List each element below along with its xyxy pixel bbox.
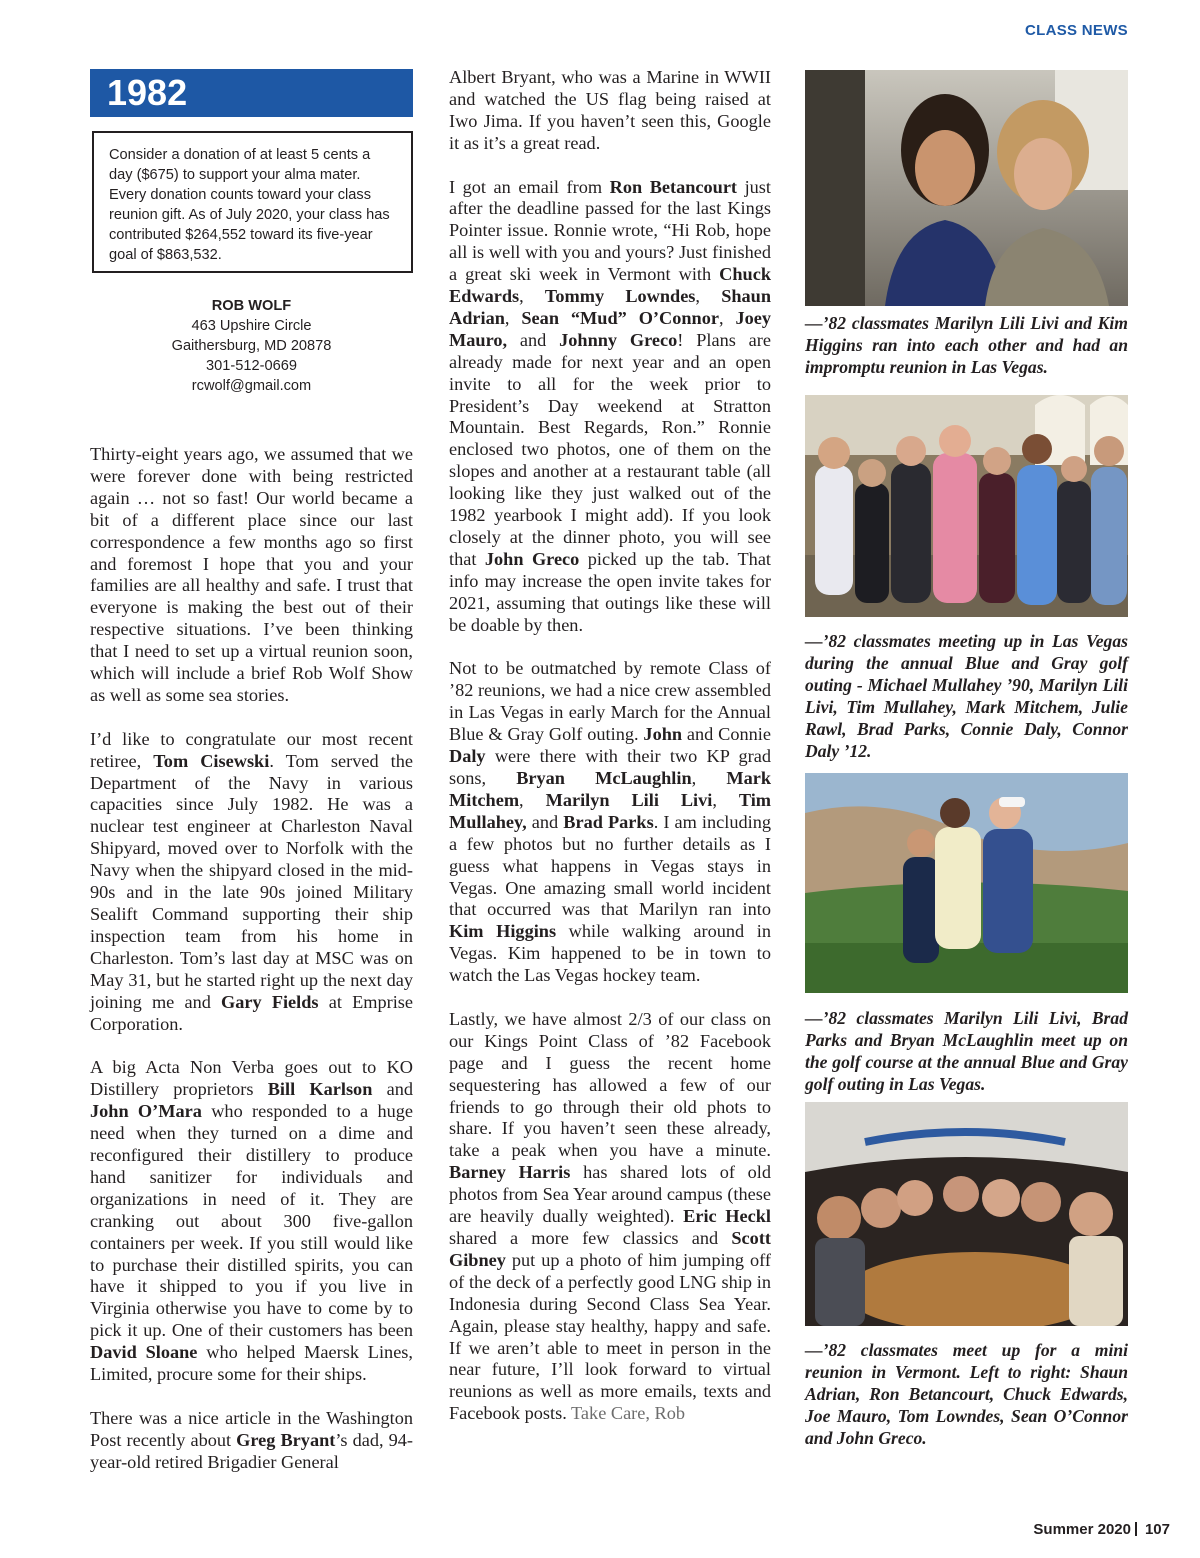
article-text: at Emprise Corporation. bbox=[90, 991, 413, 1034]
article-text: has shared lots of old photos from Sea Year around campus (these are heavily dually weighted). bbox=[449, 1162, 771, 1227]
article-text: put up a photo of him jumping off of the deck of a perfectly good LNG ship in Indonesia during Second Class Sea Year. Again, please stay healthy, happy and safe. If we aren’t able to meet in person in the near future, I’ll look forward to virtual reunions as well as more emails, texts and Facebook posts. bbox=[449, 1249, 771, 1424]
classmate-name: Brad Parks bbox=[563, 811, 654, 832]
article-paragraph bbox=[90, 1408, 413, 1474]
photo-caption: —’82 classmates Marilyn Lili Livi and Kim Higgins ran into each other and had an impromptu reunion in Las Vegas. bbox=[805, 313, 1128, 377]
classmate-name: Tom Cisewski bbox=[153, 750, 270, 771]
classmate-name: Chuck Edwards bbox=[449, 264, 771, 307]
classmate-name: John Greco bbox=[484, 548, 580, 569]
classmate-name: Johnny Greco bbox=[559, 329, 678, 350]
article-text: , bbox=[519, 789, 546, 810]
article-text: Lastly, we have almost 2/3 of our class on our Kings Point Class of ’82 Facebook page and I guess the recent home sequestering has allowed a few of our friends to go through their old phots to share. If you haven’t seen these already, take a peak when you have a minute. bbox=[449, 1008, 771, 1161]
article-text: while walking around in Vegas. Kim happened to be in town to watch the Las Vegas hockey team. bbox=[449, 921, 771, 986]
classmate-name: Tommy Lowndes bbox=[544, 286, 696, 307]
classmate-name: Barney Harris bbox=[449, 1162, 571, 1183]
photo-caption: —’82 classmates meet up for a mini reunion in Vermont. Left to right: Shaun Adrian, Ron Betancourt, Chuck Edwards, Joe Mauro, Tom Lowndes, Sean O’Connor and John Greco. bbox=[805, 1340, 1128, 1448]
article-paragraph bbox=[449, 658, 771, 987]
classmate-name: Shaun Adrian bbox=[449, 286, 771, 328]
article-paragraph bbox=[90, 729, 413, 1036]
left-column bbox=[90, 69, 413, 1474]
correspondent-street: 463 Upshire Circle bbox=[191, 318, 312, 334]
article-text: I’d like to congratulate our most recent retiree, bbox=[90, 728, 413, 771]
classmate-name: John O’Mara bbox=[90, 1101, 202, 1122]
classmate-name: Gary Fields bbox=[221, 991, 319, 1012]
photo-vermont-dinner bbox=[805, 1102, 1128, 1326]
classmate-name: Scott Gibney bbox=[449, 1227, 771, 1270]
photo-golf-course bbox=[805, 773, 1128, 993]
classmate-name: Tim Mullahey, bbox=[449, 789, 772, 832]
photo-caption: —’82 classmates meeting up in Las Vegas during the annual Blue and Gray golf outing - Michael Mullahey ’90, Marilyn Lili Livi, Tim Mullahey, Mark Mitchem, Julie Rawl, Brad Parks, Connie Daly, Connor Daly ’12. bbox=[805, 631, 1128, 761]
classmate-name: Eric Heckl bbox=[683, 1206, 771, 1227]
article-paragraph bbox=[90, 1057, 413, 1386]
article-text: . I am including a few photos but no further details as I guess what happens in Vegas stays in Vegas. One amazing small world incident that occurred was that Marilyn ran into bbox=[449, 811, 771, 920]
article-text: . Tom served the Department of the Navy in various capacities since July 1982. He was a nuclear test engineer at Charleston Naval Shipyard, moved over to Norfolk with the Navy when the shipyard closed in the mid-90s and in the late 90s joined Military Sealift Command supporting their ship inspection team from his home in Charleston. Tom’s last day at MSC was on May 31, but he started right up the next day joining me and bbox=[90, 750, 413, 1012]
article-text: ! Plans are already made for next year and an open invite to all for the week prior to President’s Day weekend at Stratton Mountain. Best Regards, Ron.” Ronnie enclosed two photos, one of them on the slopes and another at a restaurant table (all looking like they just walked out of the 1982 yearbook I might add). If you look closely at the dinner photo, you will see that bbox=[449, 329, 771, 569]
class-correspondent bbox=[90, 296, 413, 396]
classmate-name: Greg Bryant bbox=[236, 1429, 336, 1450]
article-text: ’s dad, 94-year-old retired Brigadier General bbox=[90, 1429, 413, 1472]
article-text: , bbox=[504, 307, 522, 328]
article-paragraph bbox=[90, 444, 413, 707]
article-text: A big Acta Non Verba goes out to KO Distillery proprietors bbox=[90, 1057, 413, 1100]
article-text: , bbox=[712, 789, 739, 810]
classmate-name: Joey Mauro, bbox=[449, 307, 772, 350]
signoff-text: Take Care, Rob bbox=[571, 1403, 686, 1424]
article-text: There was a nice article in the Washington Post recently about bbox=[90, 1407, 413, 1450]
page-number: 107 bbox=[1144, 1521, 1170, 1538]
article-text: and bbox=[372, 1079, 413, 1100]
article-text: Not to be outmatched by remote Class of ’82 reunions, we had a nice crew assembled in Las Vegas in early March for the Annual Blue & Gray Golf outing. bbox=[449, 658, 771, 745]
classmate-name: Mark Mitchem bbox=[449, 767, 771, 810]
article-text: who helped Maersk Lines, Limited, procure some for their ships. bbox=[90, 1342, 413, 1385]
classmate-name: Marilyn Lili Livi bbox=[545, 789, 713, 810]
article-paragraph bbox=[449, 1009, 771, 1425]
photo-las-vegas-reunion bbox=[805, 70, 1128, 306]
footer-divider bbox=[1135, 1522, 1137, 1536]
article-column-left bbox=[90, 444, 413, 1474]
article-text: just after the deadline passed for the last Kings Pointer issue. Ronnie wrote, “Hi Rob, hope all is well with you and yours? Just finished a great ski week in Vermont with bbox=[449, 176, 771, 285]
photo-column bbox=[805, 70, 1128, 1450]
article-text: , bbox=[691, 767, 727, 788]
classmate-name: Sean “Mud” O’Connor bbox=[521, 307, 719, 328]
article-paragraph bbox=[449, 67, 771, 155]
article-text: and bbox=[526, 811, 564, 832]
classmate-name: Daly bbox=[449, 746, 486, 767]
photo-golf-dinner-group bbox=[805, 395, 1128, 617]
article-text: were there with their two KP grad sons, bbox=[449, 746, 771, 788]
correspondent-email[interactable]: rcwolf@gmail.com bbox=[191, 378, 312, 394]
article-text: Albert Bryant, who was a Marine in WWII and watched the US flag being raised at Iwo Jima. If you haven’t seen this, Google it as it’s a great read. bbox=[449, 67, 771, 153]
article-paragraph bbox=[449, 177, 771, 637]
photo-image bbox=[805, 70, 1128, 306]
middle-column bbox=[449, 67, 771, 1425]
article-text: , bbox=[519, 286, 545, 307]
issue-label: Summer 2020 bbox=[1033, 1521, 1131, 1538]
classmate-name: Bryan McLaughlin bbox=[516, 767, 692, 788]
page-footer bbox=[980, 1521, 1170, 1538]
article-text: , bbox=[695, 286, 722, 307]
article-text: Thirty-eight years ago, we assumed that we were forever done with being restricted again … not so fast! Our world became a bit of a different place since our last correspondence a few months ago so first and foremost I hope that you and your families are all healthy and safe. I trust that everyone is making the best out of their respective situations. I’ve been thinking that I need to set up a virtual reunion soon, which will include a brief Rob Wolf Show as well as some sea stories. bbox=[90, 444, 413, 705]
photo-image bbox=[805, 1102, 1128, 1326]
article-text: picked up the tab. That info may increase the open invite takes for 2021, assuming that outings like these will be doable by then. bbox=[449, 548, 772, 635]
article-text: I got an email from bbox=[449, 176, 610, 197]
photo-caption: —’82 classmates Marilyn Lili Livi, Brad Parks and Bryan McLaughlin meet up on the golf course at the annual Blue and Gray golf outing in Las Vegas. bbox=[805, 1008, 1128, 1094]
classmate-name: John bbox=[643, 724, 683, 745]
article-column-middle bbox=[449, 67, 771, 1425]
correspondent-name: ROB WOLF bbox=[211, 298, 292, 314]
photo-image bbox=[805, 773, 1128, 993]
classmate-name: Kim Higgins bbox=[449, 921, 557, 942]
article-text: who responded to a huge need when they turned on a dime and reconfigured their distillery to produce hand sanitizer for individuals and organizations in need of it. They are cranking out about 300 five-gallon containers per week. If you still would like to purchase their distilled spirits, you can have it shipped to you if you live in Virginia otherwise you have to come by to pick it up. One of their customers has been bbox=[90, 1101, 413, 1341]
photo-image bbox=[805, 395, 1128, 617]
classmate-name: Bill Karlson bbox=[267, 1079, 373, 1100]
donation-box: Consider a donation of at least 5 cents a day ($675) to support your alma mater. Every donation counts toward your class reunion gift. As of July 2020, your class has contributed $264,552 toward its five-year goal of $863,532. bbox=[92, 131, 413, 273]
correspondent-city: Gaithersburg, MD 20878 bbox=[171, 338, 332, 354]
correspondent-phone: 301-512-0669 bbox=[206, 358, 297, 374]
article-text: and bbox=[507, 329, 560, 350]
article-text: , bbox=[718, 307, 736, 328]
classmate-name: Ron Betancourt bbox=[609, 176, 738, 197]
section-label: CLASS NEWS bbox=[1024, 22, 1128, 39]
classmate-name: David Sloane bbox=[90, 1342, 198, 1363]
article-text: and Connie bbox=[682, 724, 771, 745]
class-year-banner: 1982 bbox=[90, 69, 413, 117]
article-text: shared a more few classics and bbox=[449, 1227, 732, 1248]
